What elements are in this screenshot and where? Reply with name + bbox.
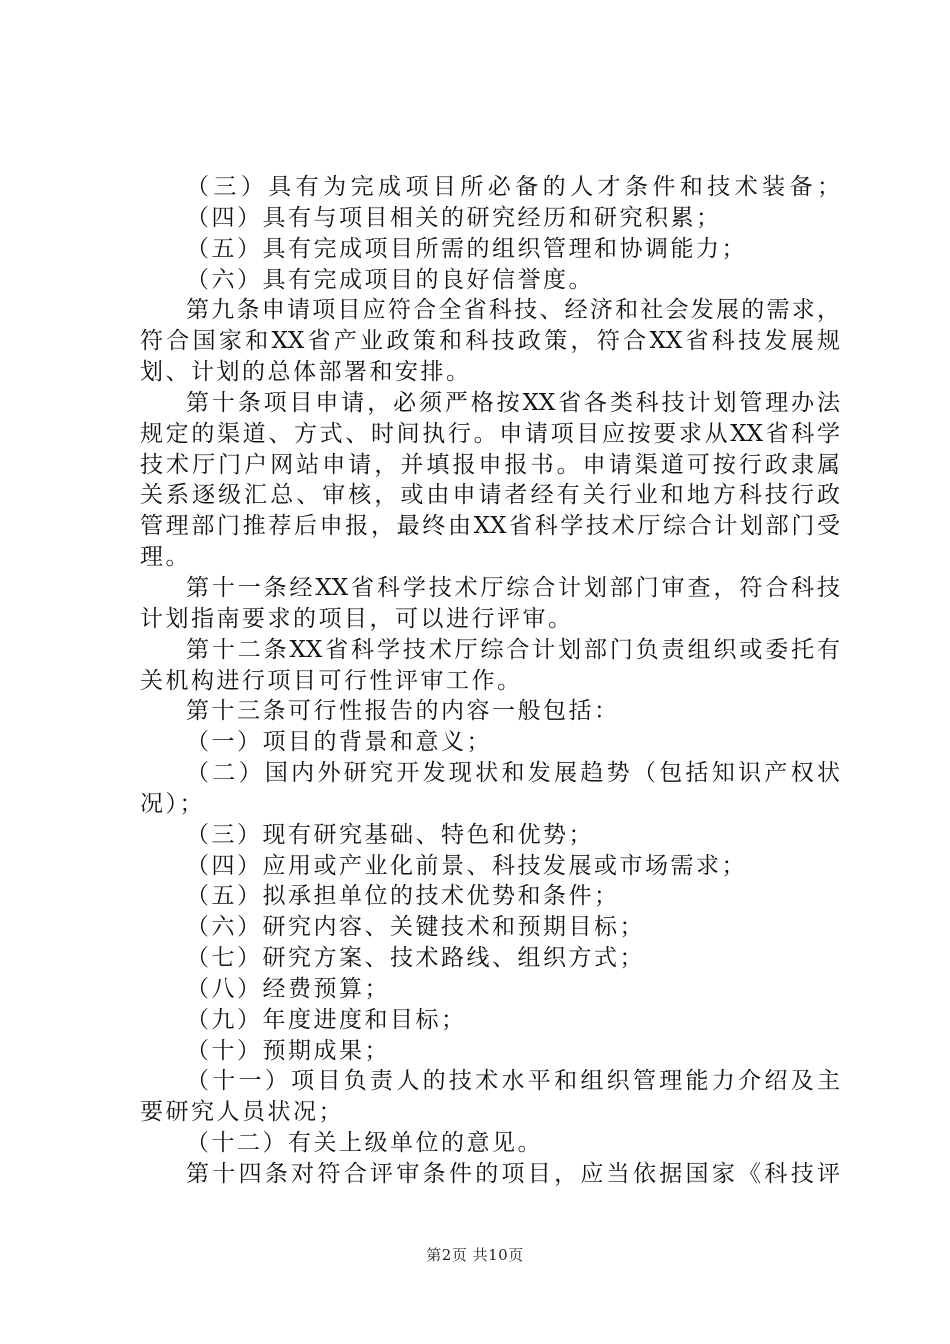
text-line: 第十一条经XX省科学技术厅综合计划部门审查，符合科技 — [186, 574, 840, 601]
text-line: 理。 — [140, 544, 191, 571]
page-number-footer: 第2页 共10页 — [426, 1246, 524, 1264]
text-line: （十二）有关上级单位的意见。 — [186, 1130, 543, 1157]
text-line: （十）预期成果； — [186, 1037, 390, 1064]
text-line: 第十二条XX省科学技术厅综合计划部门负责组织或委托有 — [186, 636, 840, 663]
text-line: 符合国家和XX省产业政策和科技政策，符合XX省科技发展规 — [140, 328, 840, 355]
text-line: 技术厅门户网站申请，并填报申报书。申请渠道可按行政隶属 — [140, 451, 840, 478]
text-line: 第十四条对符合评审条件的项目，应当依据国家《科技评 — [186, 1161, 840, 1187]
text-line: （三）现有研究基础、特色和优势； — [186, 821, 594, 848]
text-line: 规定的渠道、方式、时间执行。申请项目应按要求从XX省科学 — [140, 420, 840, 447]
text-line: 第十条项目申请，必须严格按XX省各类科技计划管理办法 — [186, 389, 840, 416]
text-line: （二）国内外研究开发现状和发展趋势（包括知识产权状 — [186, 760, 840, 787]
text-line: 计划指南要求的项目，可以进行评审。 — [140, 605, 574, 632]
text-line: （八）经费预算； — [186, 975, 390, 1002]
text-line: 关系逐级汇总、审核，或由申请者经有关行业和地方科技行政 — [140, 482, 840, 509]
text-line: 划、计划的总体部署和安排。 — [140, 359, 472, 386]
document-body — [140, 172, 840, 1190]
text-line: （一）项目的背景和意义； — [186, 729, 492, 756]
text-line: （九）年度进度和目标； — [186, 1006, 467, 1033]
text-line: （四）应用或产业化前景、科技发展或市场需求； — [186, 852, 747, 879]
text-line: 况）； — [140, 790, 205, 817]
text-line: 第十三条可行性报告的内容一般包括： — [186, 698, 620, 725]
text-line: （六）具有完成项目的良好信誉度。 — [186, 266, 594, 293]
text-line: （四）具有与项目相关的研究经历和研究积累； — [186, 204, 722, 231]
text-line: 管理部门推荐后申报，最终由XX省科学技术厅综合计划部门受 — [140, 513, 840, 540]
text-line: （六）研究内容、关键技术和预期目标； — [186, 914, 645, 941]
text-line: 第九条申请项目应符合全省科技、经济和社会发展的需求， — [186, 297, 840, 324]
text-line: （三）具有为完成项目所必备的人才条件和技术装备； — [186, 174, 840, 200]
text-line: （五）拟承担单位的技术优势和条件； — [186, 883, 620, 910]
text-line: （十一）项目负责人的技术水平和组织管理能力介绍及主 — [186, 1068, 840, 1095]
text-line: 要研究人员状况； — [140, 1099, 344, 1126]
text-line: （五）具有完成项目所需的组织管理和协调能力； — [186, 235, 747, 262]
text-line: （七）研究方案、技术路线、组织方式； — [186, 945, 645, 972]
text-line: 关机构进行项目可行性评审工作。 — [140, 667, 523, 694]
